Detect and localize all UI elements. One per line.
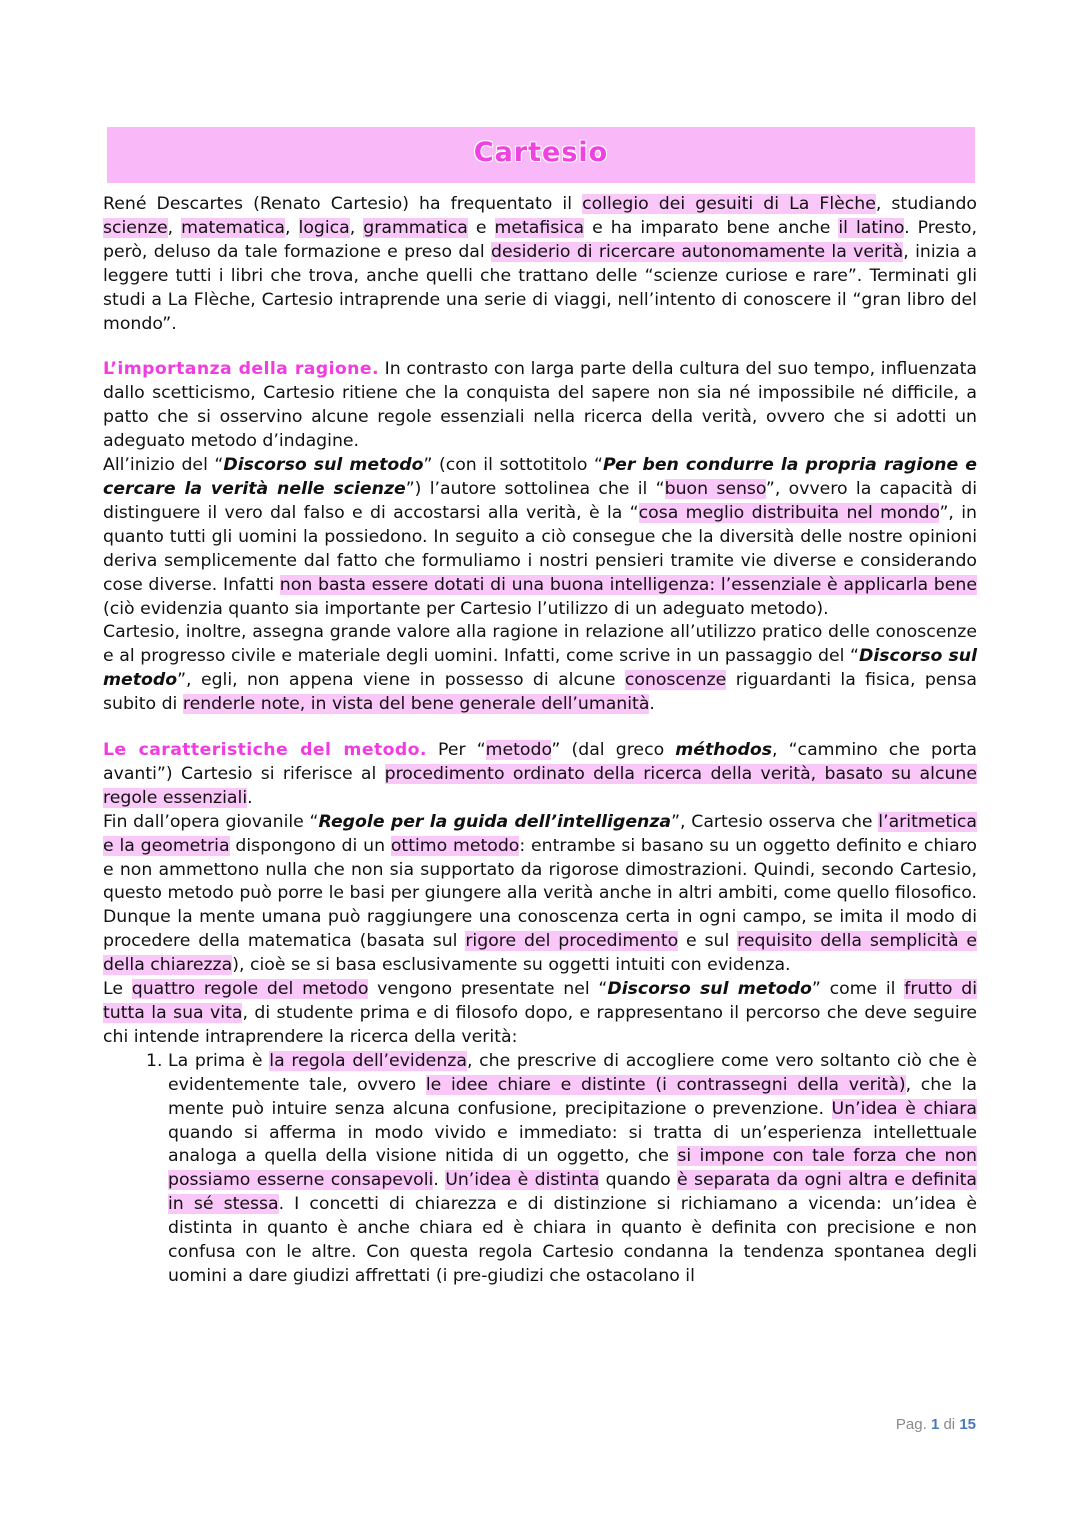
- document-body: [103, 193, 977, 1289]
- paragraph-discorso: All’inizio del “Discorso sul metodo” (con il sottotitolo “Per ben condurre la propria ragione e cercare la verità nelle scienze”) l’autore sottolinea che il “buon senso”, ovvero la capacità di distinguere il vero dal falso e di accostarsi alla verità, è la “cosa meglio distribuita nel mondo”, in quanto tutti gli uomini la possiedono. In seguito a ciò consegue che la diversità delle nostre opinioni deriva semplicemente dal fatto che formuliamo i nostri pensieri tramite vie diverse e considerando cose diverse. Infatti non basta essere dotati di una buona intelligenza: l’essenziale è applicarla bene (ciò evidenzia quanto sia importante per Cartesio l’utilizzo di un adeguato metodo).: [103, 455, 978, 619]
- paragraph-valore-ragione: Cartesio, inoltre, assegna grande valore alla ragione in relazione all’utilizzo pratico delle conoscenze e al progresso civile e materiale degli uomini. Infatti, come scrive in un passaggio del “Discorso sul metodo”, egli, non appena viene in possesso di alcune conoscenze riguardanti la fisica, pensa subito di renderle note, in vista del bene generale dell’umanità.: [103, 622, 977, 715]
- list-item: 1. La prima è la regola dell’evidenza, che prescrive di accogliere come vero soltanto ciò che è evidentemente tale, ovvero le idee chiare e distinte (i contrassegni della verità), che la mente può intuire senza alcuna confusione, precipitazione o prevenzione. Un’idea è chiara quando si afferma in modo vivido e immediato: si tratta di un’esperienza intellettuale analoga a quella della visione nitida di un oggetto, che si impone con tale forza che non possiamo esserne consapevoli. Un’idea è distinta quando è separata da ogni altra e definita in sé stessa. I concetti di chiarezza e di distinzione si richiamano a vicenda: un’idea è distinta in quanto è anche chiara ed è chiara in quanto è definita con precisione e non confusa con le altre. Con questa regola Cartesio condanna la tendenza spontanea degli uomini a dare giudizi affrettati (i pre-giudizi che ostacolano il: [168, 1050, 977, 1289]
- paragraph-regole-intelligenza: Fin dall’opera giovanile “Regole per la guida dell’intelligenza”, Cartesio osserva che l’aritmetica e la geometria dispongono di un ottimo metodo: entrambe si basano su un oggetto definito e chiaro e non ammettono nulla che non sia supportato da rigorose dimostrazioni. Quindi, secondo Cartesio, questo metodo può porre le basi per giungere alla verità anche in altri ambiti, come quello filosofico. Dunque la mente umana può raggiungere una conoscenza certa in ogni campo, se imita il modo di procedere della matematica (basata sul rigore del procedimento e sul requisito della semplicità e della chiarezza), cioè se si basa esclusivamente su oggetti intuiti con evidenza.: [103, 811, 978, 976]
- rules-list: [103, 1050, 977, 1289]
- paragraph-quattro-regole: Le quattro regole del metodo vengono presentate nel “Discorso sul metodo” come il frutto di tutta la sua vita, di studente prima e di filosofo dopo, e rappresentano il percorso che deve seguire chi intende intraprendere la ricerca della verità:: [103, 979, 978, 1047]
- section-ragione: L’importanza della ragione. In contrasto con larga parte della cultura del suo tempo, influenzata dallo scetticismo, Cartesio ritiene che la conquista del sapere non sia né impossibile né difficile, a patto che si osservino alcune regole essenziali nella ricerca della verità, ovvero che si adotti un adeguato metodo d’indagine.: [103, 359, 977, 452]
- section-heading-metodo: Le caratteristiche del metodo.: [103, 740, 427, 761]
- section-heading-ragione: L’importanza della ragione.: [103, 359, 379, 380]
- intro-paragraph: René Descartes (Renato Cartesio) ha frequentato il collegio dei gesuiti di La Flèche, studiando scienze, matematica, logica, grammatica e metafisica e ha imparato bene anche il latino. Presto, però, deluso da tale formazione e preso dal desiderio di ricercare autonomamente la verità, inizia a leggere tutti i libri che trova, anche quelli che trattano delle “scienze curiose e rare”. Terminati gli studi a La Flèche, Cartesio intraprende una serie di viaggi, nell’intento di conoscere il “gran libro del mondo”.: [103, 194, 978, 334]
- section-metodo: Le caratteristiche del metodo. Per “metodo” (dal greco méthodos, “cammino che porta avanti”) Cartesio si riferisce al procedimento ordinato della ricerca della verità, basato su alcune regole essenziali.: [103, 740, 978, 808]
- page-title: Cartesio: [473, 137, 609, 168]
- page-number: Pag. 1 di 15: [895, 1416, 976, 1433]
- title-bar: [107, 127, 975, 183]
